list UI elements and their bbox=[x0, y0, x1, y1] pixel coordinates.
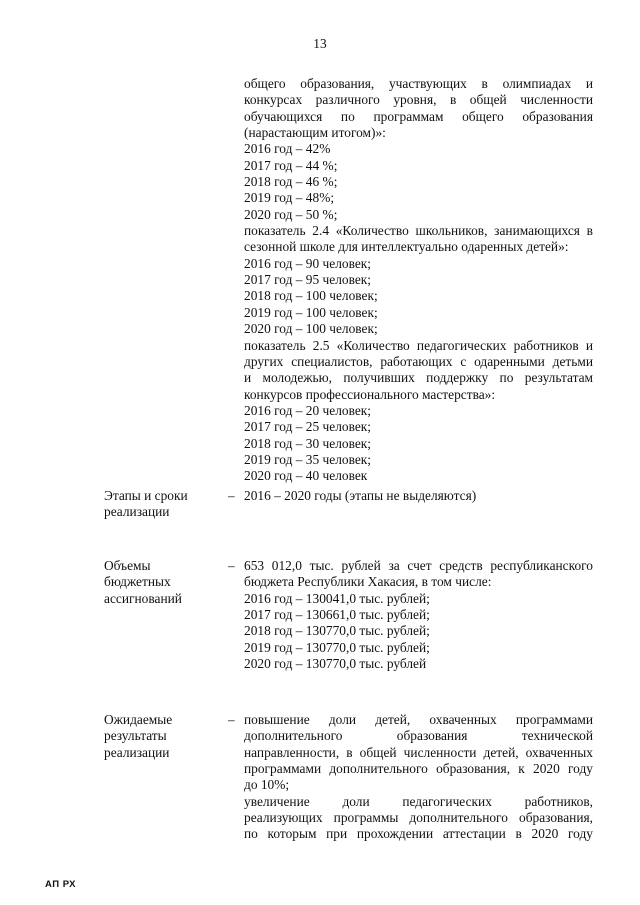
text-line: 2017 год – 44 %; bbox=[244, 157, 338, 173]
text-line: увеличение доли педагогических работников, bbox=[244, 793, 593, 809]
text-line: 2017 год – 95 человек; bbox=[244, 272, 372, 288]
section-label bbox=[104, 488, 219, 521]
text-line: бюджета Республики Хакасия, в том числе: bbox=[244, 574, 492, 590]
indicator-continuation-text bbox=[244, 76, 593, 485]
section-dash: – bbox=[228, 488, 235, 503]
section-label-line: Ожидаемые bbox=[104, 712, 173, 727]
text-line: 2018 год – 100 человек; bbox=[244, 288, 378, 304]
text-line: общего образования, участвующих в олимпиадах и bbox=[244, 76, 593, 91]
text-line: 2016 год – 90 человек; bbox=[244, 255, 372, 271]
text-line: 2019 год – 35 человек; bbox=[244, 451, 372, 467]
text-line: обучающихся по программам общего образования bbox=[244, 108, 593, 124]
text-line: 653 012,0 тыс. рублей за счет средств республиканского bbox=[244, 558, 593, 573]
text-line: других специалистов, работающих с одаренными детьми bbox=[244, 353, 593, 369]
text-line: 2020 год – 50 %; bbox=[244, 206, 338, 222]
section-label-line: Объемы bbox=[104, 558, 151, 573]
text-line: сезонной школе для интеллектуально одаренных детей»: bbox=[244, 239, 569, 255]
section-label bbox=[104, 712, 219, 761]
text-line: реализующих программы дополнительного образования, bbox=[244, 810, 593, 826]
page-number: 13 bbox=[313, 36, 327, 51]
text-line: направленности, в общей численности детей, охваченных bbox=[244, 744, 593, 760]
text-line: 2016 год – 20 человек; bbox=[244, 402, 372, 418]
text-line: программами дополнительного образования, к 2020 году bbox=[244, 761, 593, 777]
section-body bbox=[244, 712, 593, 843]
text-line: (нарастающим итогом)»: bbox=[244, 125, 386, 141]
text-line: и молодежью, получивших поддержку по результатам bbox=[244, 370, 593, 386]
text-line: показатель 2.4 «Количество школьников, занимающихся в bbox=[244, 223, 593, 239]
text-line: показатель 2.5 «Количество педагогических работников и bbox=[244, 337, 593, 353]
text-line: 2019 год – 48%; bbox=[244, 190, 335, 206]
text-line: конкурсов профессионального мастерства»: bbox=[244, 386, 496, 402]
section-body bbox=[244, 488, 593, 504]
text-line: 2016 год – 42% bbox=[244, 141, 331, 157]
section-label-line: Этапы и сроки bbox=[104, 488, 188, 503]
section-body bbox=[244, 558, 593, 672]
text-line: 2020 год – 40 человек bbox=[244, 468, 368, 484]
section-label-line: результаты bbox=[104, 728, 167, 744]
text-line: 2017 год – 25 человек; bbox=[244, 419, 372, 435]
section-label-line: реализации bbox=[104, 744, 170, 760]
section-dash: – bbox=[228, 558, 235, 573]
text-line: повышение доли детей, охваченных программами bbox=[244, 712, 593, 727]
text-line: 2018 год – 30 человек; bbox=[244, 435, 372, 451]
text-line: 2020 год – 130770,0 тыс. рублей bbox=[244, 656, 427, 672]
text-line: 2020 год – 100 человек; bbox=[244, 321, 378, 337]
text-line: 2018 год – 130770,0 тыс. рублей; bbox=[244, 623, 430, 639]
text-line: по которым при прохождении аттестации в 2020 году bbox=[244, 826, 593, 842]
text-line: 2016 – 2020 годы (этапы не выделяются) bbox=[244, 488, 477, 503]
section-label-line: ассигнований bbox=[104, 590, 182, 606]
section-label bbox=[104, 558, 219, 607]
text-line: 2019 год – 100 человек; bbox=[244, 304, 378, 320]
text-line: дополнительного образования технической bbox=[244, 728, 593, 744]
section-label-line: бюджетных bbox=[104, 574, 171, 590]
text-line: 2018 год – 46 %; bbox=[244, 174, 338, 190]
section-label-line: реализации bbox=[104, 504, 170, 520]
text-line: конкурсах различного уровня, в общей численности bbox=[244, 92, 593, 108]
text-line: 2016 год – 130041,0 тыс. рублей; bbox=[244, 590, 430, 606]
footer-stamp: АП РХ bbox=[45, 879, 77, 890]
section-dash: – bbox=[228, 712, 235, 727]
text-line: 2017 год – 130661,0 тыс. рублей; bbox=[244, 607, 430, 623]
text-line: 2019 год – 130770,0 тыс. рублей; bbox=[244, 639, 430, 655]
text-line: до 10%; bbox=[244, 777, 290, 793]
